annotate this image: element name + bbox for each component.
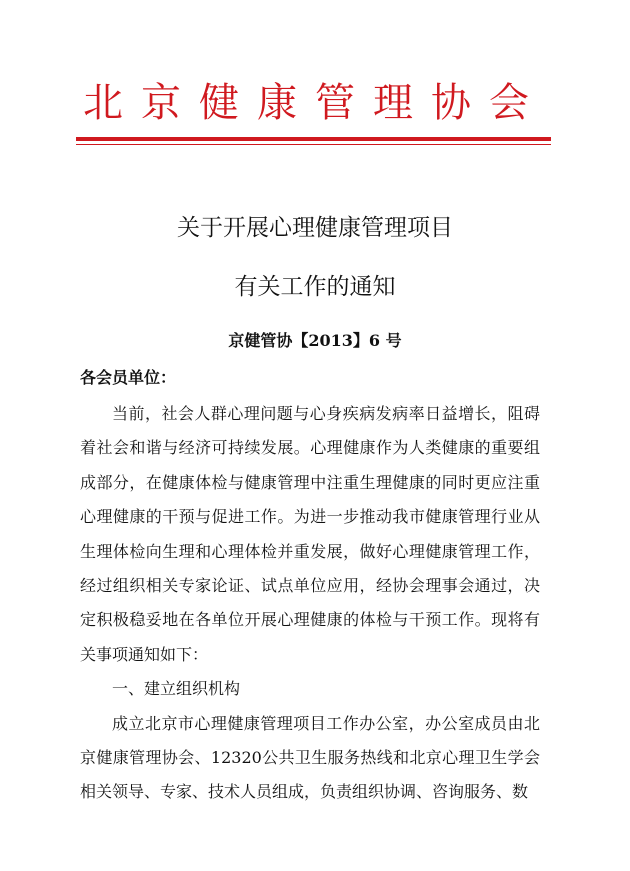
body-paragraph-section-1: 成立北京市心理健康管理项目工作办公室，办公室成员由北京健康管理协会、12320公共卫生服务热线和北京心理卫生学会相关领导、专家、技术人员组成，负责组织协调、咨询服务、数: [80, 713, 540, 802]
section-heading: 一、建立组织机构: [112, 679, 241, 699]
document-title-line-2: 有关工作的通知: [234, 274, 396, 300]
letterhead-org-name: 北京健康管理协会: [83, 80, 547, 126]
letterhead-rule-thick: [76, 137, 551, 141]
salutation: 各会员单位：: [80, 368, 177, 387]
document-body: [80, 397, 540, 810]
letterhead-rule-thin: [76, 144, 551, 145]
document-title-line-1: 关于开展心理健康管理项目: [177, 215, 453, 241]
document-number: 京健管协【2013】6 号: [228, 331, 402, 350]
body-paragraph-intro: 当前，社会人群心理问题与心身疾病发病率日益增长，阻碍着社会和谐与经济可持续发展。心理健康作为人类健康的重要组成部分，在健康体检与健康管理中注重生理健康的同时更应注重心理健康的干预与促进工作。为进一步推动我市健康管理行业从生理体检向生理和心理体检并重发展，做好心理健康管理工作，经过组织相关专家论证、试点单位应用，经协会理事会通过，决定积极稳妥地在各单位开展心理健康的体检与干预工作。现将有关事项通知如下：: [80, 404, 540, 664]
